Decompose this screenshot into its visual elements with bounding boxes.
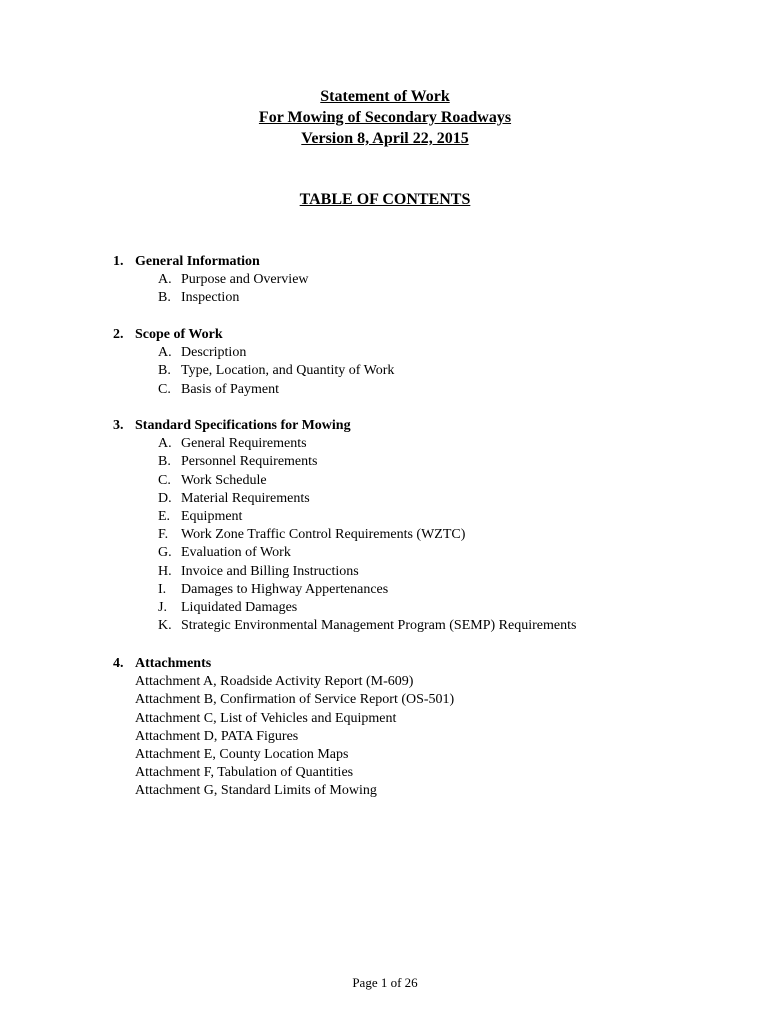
- item-letter: K.: [158, 618, 172, 634]
- toc-item: [113, 271, 309, 289]
- toc-item: [113, 508, 576, 526]
- toc-item: [113, 563, 576, 581]
- item-letter: C.: [158, 472, 171, 488]
- toc-section-2: [113, 326, 394, 399]
- item-text: Equipment: [181, 509, 243, 525]
- item-letter: B.: [158, 363, 171, 379]
- section-number: 2.: [113, 327, 124, 342]
- item-letter: E.: [158, 509, 171, 525]
- attachment-item: Attachment E, County Location Maps: [135, 747, 349, 763]
- toc-item: [113, 289, 309, 307]
- attachment-item: Attachment C, List of Vehicles and Equipment: [135, 710, 397, 726]
- section-heading: [113, 253, 309, 271]
- document-title: Statement of Work: [320, 88, 450, 105]
- item-text: Type, Location, and Quantity of Work: [181, 363, 395, 379]
- section-heading: [113, 655, 454, 673]
- attachment-item: Attachment D, PATA Figures: [135, 728, 299, 744]
- document-version: Version 8, April 22, 2015: [301, 130, 469, 147]
- item-letter: A.: [158, 272, 172, 288]
- item-letter: A.: [158, 345, 172, 361]
- toc-item: [113, 490, 576, 508]
- item-text: Invoice and Billing Instructions: [181, 563, 359, 579]
- item-letter: F.: [158, 527, 169, 543]
- toc-item: [113, 344, 394, 362]
- toc-item: [113, 381, 394, 399]
- section-title: General Information: [135, 254, 260, 269]
- section-title: Standard Specifications for Mowing: [135, 418, 351, 433]
- section-number: 1.: [113, 254, 124, 269]
- document-title-block: [0, 86, 770, 149]
- section-heading: [113, 417, 576, 435]
- item-letter: B.: [158, 290, 171, 306]
- section-title: Scope of Work: [135, 327, 223, 342]
- toc-item: [113, 435, 576, 453]
- item-text: Evaluation of Work: [181, 545, 291, 561]
- item-letter: H.: [158, 563, 172, 579]
- item-text: Basis of Payment: [181, 381, 279, 397]
- toc-section-1: [113, 253, 309, 308]
- attachment-item: Attachment B, Confirmation of Service Report (OS-501): [135, 692, 455, 708]
- toc-item: [113, 453, 576, 471]
- item-text: Work Zone Traffic Control Requirements (WZTC): [181, 527, 466, 543]
- item-text: Material Requirements: [181, 490, 310, 506]
- document-subtitle: For Mowing of Secondary Roadways: [258, 109, 512, 126]
- toc-item: [113, 472, 576, 490]
- section-number: 4.: [113, 656, 124, 671]
- item-text: Work Schedule: [181, 472, 267, 488]
- item-text: Inspection: [181, 290, 240, 306]
- attachment-item: Attachment F, Tabulation of Quantities: [135, 765, 354, 781]
- page-number: Page 1 of 26: [352, 975, 418, 990]
- item-letter: D.: [158, 490, 172, 506]
- section-heading: [113, 326, 394, 344]
- item-text: Damages to Highway Appertenances: [181, 581, 389, 597]
- item-text: Strategic Environmental Management Program (SEMP) Requirements: [181, 618, 577, 634]
- toc-item: [113, 581, 576, 599]
- toc-item: [113, 362, 394, 380]
- item-letter: B.: [158, 454, 171, 470]
- section-title: Attachments: [135, 656, 212, 671]
- toc-item: [113, 526, 576, 544]
- item-letter: A.: [158, 436, 172, 452]
- attachment-item: Attachment G, Standard Limits of Mowing: [135, 783, 377, 799]
- item-letter: C.: [158, 381, 171, 397]
- item-text: General Requirements: [181, 436, 307, 452]
- item-text: Description: [181, 345, 247, 361]
- toc-item: [113, 599, 576, 617]
- toc-section-4: [113, 655, 454, 801]
- item-text: Personnel Requirements: [181, 454, 318, 470]
- attachment-item: Attachment A, Roadside Activity Report (M-609): [135, 674, 414, 690]
- section-number: 3.: [113, 418, 124, 433]
- toc-heading: TABLE OF CONTENTS: [299, 191, 471, 208]
- item-letter: J.: [158, 600, 167, 616]
- item-text: Purpose and Overview: [181, 272, 309, 288]
- toc-item: [113, 544, 576, 562]
- toc-item: [113, 617, 576, 635]
- item-letter: I.: [158, 581, 167, 597]
- toc-section-3: [113, 417, 576, 635]
- item-letter: G.: [158, 545, 172, 561]
- item-text: Liquidated Damages: [181, 600, 298, 616]
